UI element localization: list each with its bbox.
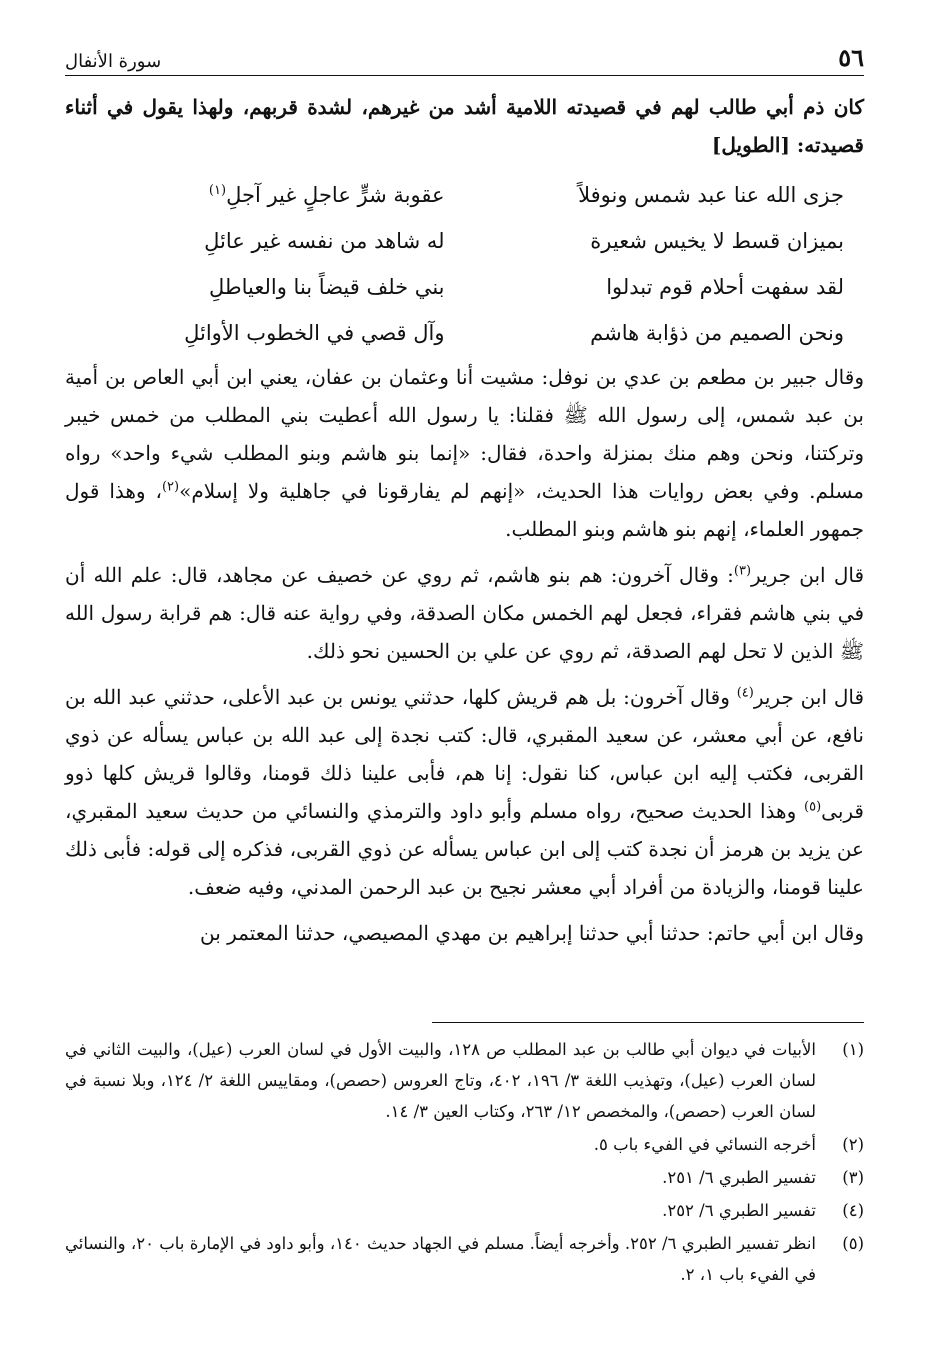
page-number: ٥٦: [838, 43, 864, 72]
main-text: [65, 88, 864, 952]
footnote-number: (٢): [842, 1135, 864, 1154]
poem-verse: [65, 264, 864, 310]
surah-title: سورة الأنفال: [65, 51, 162, 72]
paragraph-jubayr: وقال جبير بن مطعم بن عدي بن نوفل: مشيت أنا وعثمان بن عفان، يعني ابن أبي العاص بن أمية بن عبد شمس، إلى رسول الله ﷺ فقلنا: يا رسول الله أعطيت بني المطلب من خمس خيبر وتركتنا، ونحن وهم منك بمنزلة واحدة، فقال: «إنما بنو هاشم وبنو المطلب شيء واحد» رواه مسلم. وفي بعض روايات هذا الحديث، «إنهم لم يفارقونا في جاهلية ولا إسلام»$^{(٢)}$، وهذا قول جمهور العلماء، إنهم بنو هاشم وبنو المطلب.: [65, 365, 864, 541]
footnote-text: تفسير الطبري ٦/ ٢٥١.: [662, 1168, 816, 1187]
footnote-item: [65, 1034, 864, 1127]
footnote-item: [65, 1195, 864, 1226]
paragraph-ibn-jarir-1: قال ابن جرير$^{(٣)}$: وقال آخرون: هم بنو هاشم، ثم روي عن خصيف عن مجاهد، قال: علم الله أن في بني هاشم فقراء، فجعل لهم الخمس مكان الصدقة، وفي رواية عنه قال: هم قرابة رسول الله ﷺ الذين لا تحل لهم الصدقة، ثم روي عن علي بن الحسين نحو ذلك.: [65, 563, 865, 663]
footnote-number: (٣): [842, 1168, 864, 1187]
verse-second-hemistich: بني خلف قيضاً بنا والعياطلِ: [209, 275, 445, 299]
footnote-ref: (٢): [161, 479, 180, 495]
page-header: [65, 42, 864, 76]
footnote-ref: (١): [208, 183, 227, 198]
paragraph-ibn-abi-hatim: وقال ابن أبي حاتم: حدثنا أبي حدثنا إبراهيم بن مهدي المصيصي، حدثنا المعتمر بن: [200, 921, 864, 945]
verse-second-hemistich: عقوبة شرٍّ عاجلٍ غير آجلِ$^{(١)}$: [208, 183, 445, 207]
footnote-text: أخرجه النسائي في الفيء باب ٥.: [593, 1135, 816, 1154]
footnote-number: (١): [842, 1040, 864, 1059]
footnote-ref: (٤): [736, 685, 754, 701]
verse-first-hemistich: لقد سفهت أحلام قوم تبدلوا: [606, 275, 844, 299]
footnote-ref: (٥): [804, 799, 822, 815]
footnote-number: (٥): [842, 1234, 864, 1253]
poem: [65, 172, 864, 356]
footnote-text: انظر تفسير الطبري ٦/ ٢٥٢. وأخرجه أيضاً. مسلم في الجهاد حديث ١٤٠، وأبو داود في الإمارة باب ٢٠، والنسائي في الفيء باب ١، ٢.: [65, 1234, 816, 1284]
footnotes: [65, 1034, 864, 1292]
verse-second-hemistich: وآل قصي في الخطوب الأوائلِ: [184, 321, 445, 345]
footnote-item: [65, 1228, 864, 1290]
footnote-item: [65, 1162, 864, 1193]
footnote-item: [65, 1129, 864, 1160]
verse-first-hemistich: بميزان قسط لا يخيس شعيرة: [590, 229, 844, 253]
poem-verse: [65, 310, 864, 356]
poem-verse: [65, 172, 864, 218]
footnote-text: الأبيات في ديوان أبي طالب بن عبد المطلب ص ١٢٨، والبيت الأول في لسان العرب (عيل)، والبيت الثاني في لسان العرب (عيل)، وتهذيب اللغة ٣/ ١٩٦، ٤٠٢، وتاج العروس (حصص)، ومقاييس اللغة ٢/ ١٢٤، وبلا نسبة في لسان العرب (حصص)، والمخصص ١٢/ ٢٦٣، وكتاب العين ٣/ ١٤.: [65, 1040, 816, 1121]
footnote-divider: [432, 1022, 864, 1023]
footnote-text: تفسير الطبري ٦/ ٢٥٢.: [662, 1201, 816, 1220]
verse-second-hemistich: له شاهد من نفسه غير عائلِ: [204, 229, 445, 253]
poem-verse: [65, 218, 864, 264]
verse-first-hemistich: جزى الله عنا عبد شمس ونوفلاً: [578, 183, 844, 207]
footnote-ref: (٣): [733, 563, 752, 579]
footnote-number: (٤): [842, 1201, 864, 1220]
paragraph-intro: كان ذم أبي طالب لهم في قصيدته اللامية أشد من غيرهم، لشدة قربهم، ولهذا يقول في أثناء قصيدته: [الطويل]: [65, 95, 864, 157]
verse-first-hemistich: ونحن الصميم من ذؤابة هاشم: [590, 321, 844, 345]
paragraph-ibn-jarir-2: قال ابن جرير$^{(٤)}$ وقال آخرون: بل هم قريش كلها، حدثني يونس بن عبد الأعلى، حدثني عبد الله بن نافع، عن أبي معشر، عن سعيد المقبري، قال: كتب نجدة إلى عبد الله بن عباس يسأله عن ذوي القربى، فكتب إليه ابن عباس، كنا نقول: إنا هم، فأبى علينا ذلك قومنا، وقالوا قريش كلها ذوو قربى$^{(٥)}$ وهذا الحديث صحيح، رواه مسلم وأبو داود والترمذي والنسائي من حديث سعيد المقبري، عن يزيد بن هرمز أن نجدة كتب إلى ابن عباس يسأله عن ذوي القربى، فذكره إلى قوله: فأبى ذلك علينا قومنا، والزيادة من أفراد أبي معشر نجيح بن عبد الرحمن المدني، وفيه ضعف.: [65, 685, 864, 899]
